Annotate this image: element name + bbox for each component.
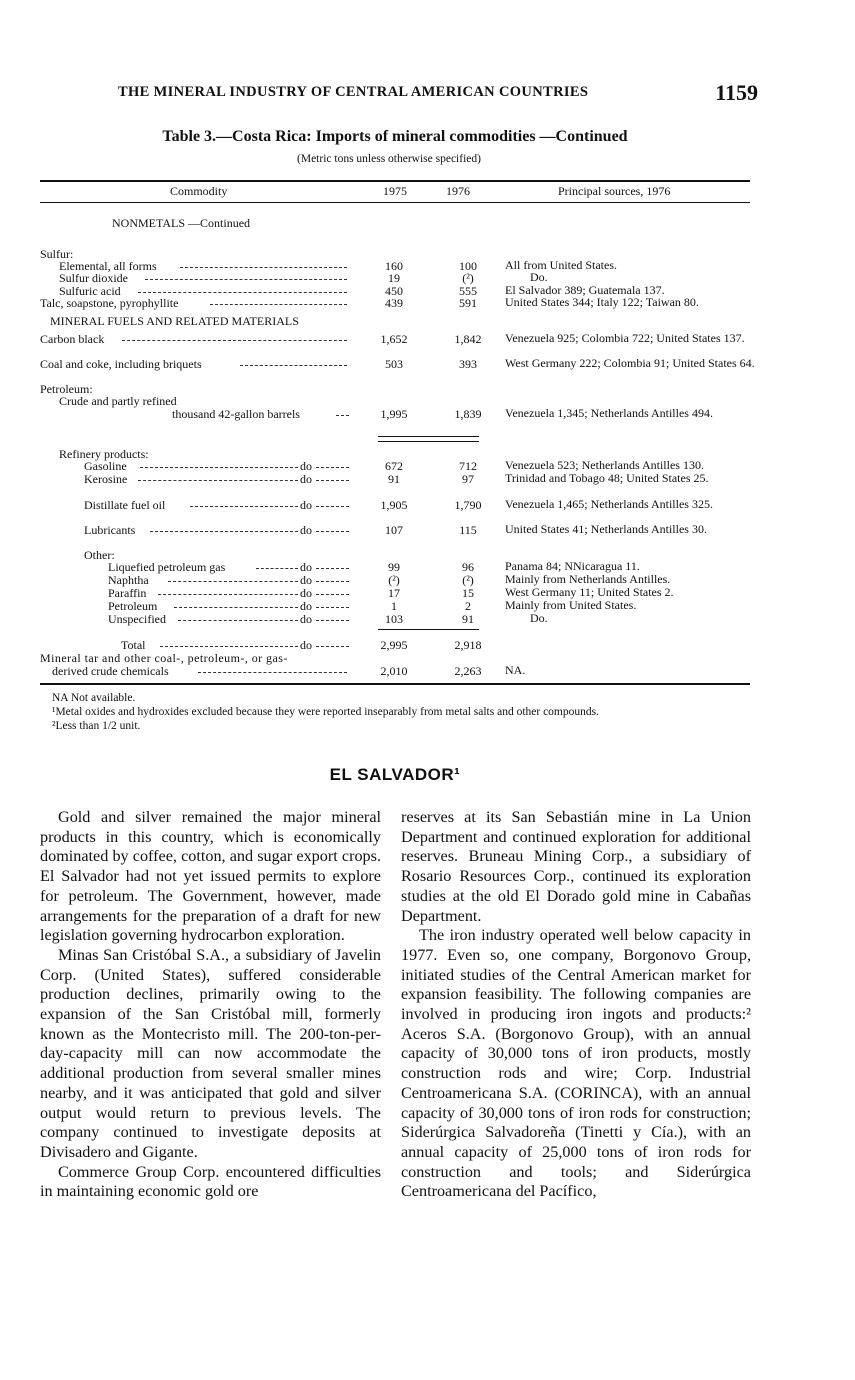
value-1975: 672 [385, 459, 403, 473]
row-label: NONMETALS —Continued [112, 216, 251, 230]
value-1976: 1,842 [454, 332, 482, 346]
value-1975: 99 [388, 560, 400, 574]
row-label: Distillate fuel oil [84, 498, 166, 512]
table-row [0, 217, 855, 231]
value-1975: 1 [391, 599, 397, 613]
value-1976: 2 [465, 599, 471, 613]
row-label: Other: [84, 548, 115, 562]
value-1975: 1,652 [380, 332, 408, 346]
leader-dots [140, 467, 298, 468]
leader-dots [190, 506, 298, 507]
value-1976: 2,263 [454, 664, 482, 678]
source-cell: Venezuela 925; Colombia 722; United States 137. [505, 331, 745, 345]
row-label: Carbon black [40, 332, 105, 346]
source-cell: Panama 84; NNicaragua 11. [505, 559, 640, 573]
value-1976: 97 [462, 472, 474, 486]
value-1975: 17 [388, 586, 400, 600]
table-row [0, 358, 855, 372]
row-label: Mineral tar and other coal-, petroleum-, or gas- [40, 651, 288, 665]
double-rule [378, 436, 479, 442]
unit-ditto: do [300, 523, 312, 537]
unit-ditto: do [300, 472, 312, 486]
column-header-1975: 1975 [383, 184, 407, 198]
leader-dots [145, 279, 347, 280]
leader-dots [316, 531, 349, 532]
value-1976: 15 [462, 586, 474, 600]
column-header-commodity: Commodity [170, 184, 228, 198]
leader-dots [174, 607, 298, 608]
row-label: Liquefied petroleum gas [108, 560, 226, 574]
paragraph: reserves at its San Sebastián mine in La Union Department and continued exploration for additional reserves. Bruneau Mining Corp., a subsidiary of Rosario Resources Corp., continued its exploration studies at the old El Dorado gold mine in Cabañas Department. [401, 808, 751, 925]
row-label: Unspecified [108, 612, 166, 626]
value-1975: 107 [385, 523, 403, 537]
leader-dots [336, 415, 349, 416]
value-1975: 2,010 [380, 664, 408, 678]
paragraph: Minas San Cristóbal S.A., a subsidiary of Javelin Corp. (United States), suffered considerable production declines, primarily owing to the expansion of the San Cristóbal mill, formerly known as the Montecristo mill. The 200-ton-per-day-capacity mill can now accommodate the additional production from several smaller mines nearby, and it was anticipated that gold and silver output would return to previous levels. The company continued to investigate deposits at Divisadero and Gigante. [40, 945, 381, 1161]
table-row [0, 473, 855, 487]
unit-ditto: do [300, 560, 312, 574]
value-1975: 1,905 [380, 498, 408, 512]
leader-dots [316, 467, 349, 468]
table-row [0, 395, 855, 409]
value-1976: 393 [459, 357, 477, 371]
source-cell: Mainly from Netherlands Antilles. [505, 572, 671, 586]
leader-dots [316, 480, 349, 481]
row-label: Naphtha [108, 573, 149, 587]
row-label: Petroleum: [40, 382, 93, 396]
source-cell: Trinidad and Tobago 48; United States 25. [505, 471, 709, 485]
table-row [0, 460, 855, 474]
unit-ditto: do [300, 573, 312, 587]
footnote-na: NA Not available. [52, 692, 136, 704]
leader-dots [180, 267, 347, 268]
table-subtitle: (Metric tons unless otherwise specified) [297, 153, 481, 165]
leader-dots [316, 607, 349, 608]
row-label: Talc, soapstone, pyrophyllite [40, 296, 179, 310]
value-1976: (²) [462, 271, 474, 285]
sum-rule [378, 629, 479, 630]
source-cell: United States 344; Italy 122; Taiwan 80. [505, 295, 699, 309]
table-row [0, 297, 855, 311]
page-number: 1159 [715, 80, 758, 105]
value-1976: 591 [459, 296, 477, 310]
row-label: thousand 42-gallon barrels [172, 407, 300, 421]
footnote-2: ²Less than 1/2 unit. [52, 720, 141, 732]
paragraph: Gold and silver remained the major mineral products in this country, which is economically dominated by coffee, cotton, and sugar export crops. El Salvador had not yet issued permits to explore for petroleum. The Government, however, made arrangements for the preparation of a draft for new legislation governing hydrocarbon exploration. [40, 808, 381, 945]
leader-dots [150, 531, 298, 532]
row-label: Crude and partly refined [59, 394, 177, 408]
table-row [0, 272, 855, 286]
value-1975: 91 [388, 472, 400, 486]
leader-dots [158, 594, 298, 595]
running-title: THE MINERAL INDUSTRY OF CENTRAL AMERICAN COUNTRIES [118, 84, 589, 100]
value-1975: 450 [385, 284, 403, 298]
paragraph: Commerce Group Corp. encountered difficulties in maintaining economic gold ore [40, 1162, 381, 1201]
value-1976: 115 [459, 523, 477, 537]
source-cell: United States 41; Netherlands Antilles 30. [505, 522, 707, 536]
table-row [0, 315, 855, 329]
value-1975: 160 [385, 259, 403, 273]
row-label: Elemental, all forms [59, 259, 157, 273]
table-bottom-rule [40, 683, 750, 685]
source-cell: Venezuela 1,465; Netherlands Antilles 325. [505, 497, 713, 511]
row-label: Gasoline [84, 459, 127, 473]
leader-dots [168, 581, 298, 582]
row-label: Coal and coke, including briquets [40, 357, 202, 371]
table-header-rule [40, 202, 750, 203]
value-1976: 555 [459, 284, 477, 298]
leader-dots [256, 568, 298, 569]
table-row [0, 499, 855, 513]
leader-dots [178, 620, 298, 621]
leader-dots [122, 340, 347, 341]
source-cell: Do. [530, 611, 548, 625]
table-row [0, 613, 855, 627]
value-1976: 96 [462, 560, 474, 574]
row-label: Total [121, 638, 146, 652]
table-row [0, 333, 855, 347]
source-cell: West Germany 11; United States 2. [505, 585, 674, 599]
source-cell: Do. [530, 270, 548, 284]
footnote-1: ¹Metal oxides and hydroxides excluded because they were reported inseparably from metal salts and other compounds. [52, 706, 599, 718]
row-label: derived crude chemicals [52, 664, 169, 678]
value-1975: 103 [385, 612, 403, 626]
leader-dots [198, 672, 347, 673]
row-label: Petroleum [108, 599, 158, 613]
value-1975: (²) [388, 573, 400, 587]
leader-dots [316, 594, 349, 595]
source-cell: Venezuela 1,345; Netherlands Antilles 494. [505, 406, 713, 420]
leader-dots [160, 646, 298, 647]
leader-dots [316, 506, 349, 507]
unit-ditto: do [300, 612, 312, 626]
left-column [40, 808, 381, 1202]
value-1976: 91 [462, 612, 474, 626]
source-cell: All from United States. [505, 258, 617, 272]
running-head [118, 80, 758, 106]
source-cell: Mainly from United States. [505, 598, 637, 612]
value-1976: 100 [459, 259, 477, 273]
leader-dots [316, 646, 349, 647]
leader-dots [316, 568, 349, 569]
row-label: MINERAL FUELS AND RELATED MATERIALS [50, 314, 299, 328]
leader-dots [316, 581, 349, 582]
source-cell: El Salvador 389; Guatemala 137. [505, 283, 665, 297]
value-1976: (²) [462, 573, 474, 587]
value-1975: 439 [385, 296, 403, 310]
unit-ditto: do [300, 599, 312, 613]
table-row [0, 408, 855, 422]
table-top-rule [40, 180, 750, 182]
value-1976: 2,918 [454, 638, 482, 652]
section-heading: EL SALVADOR¹ [329, 765, 461, 784]
row-label: Refinery products: [59, 447, 149, 461]
leader-dots [210, 304, 347, 305]
value-1976: 1,790 [454, 498, 482, 512]
value-1975: 2,995 [380, 638, 408, 652]
row-label: Paraffin [108, 586, 147, 600]
unit-ditto: do [300, 459, 312, 473]
leader-dots [316, 620, 349, 621]
table-row [0, 665, 855, 679]
value-1976: 1,839 [454, 407, 482, 421]
right-column [401, 808, 751, 1202]
value-1975: 503 [385, 357, 403, 371]
row-label: Sulfur dioxide [59, 271, 128, 285]
source-cell: NA. [505, 663, 526, 677]
source-cell: West Germany 222; Colombia 91; United States 64. [505, 356, 755, 370]
table-title: Table 3.—Costa Rica: Imports of mineral commodities —Continued [162, 128, 628, 145]
row-label: Kerosine [84, 472, 128, 486]
value-1975: 19 [388, 271, 400, 285]
leader-dots [138, 480, 298, 481]
value-1975: 1,995 [380, 407, 408, 421]
column-header-1976: 1976 [446, 184, 470, 198]
unit-ditto: do [300, 498, 312, 512]
table-row [0, 524, 855, 538]
paragraph: The iron industry operated well below capacity in 1977. Even so, one company, Borgonovo Group, initiated studies of the Central American market for expansion feasibility. The following companies are involved in producing iron ingots and products:² Aceros S.A. (Borgonovo Group), with an annual capacity of 30,000 tons of iron products, mostly construction rods and wire; Corp. Industrial Centroamericana S.A. (CORINCA), with an annual capacity of 30,000 tons of iron rods for construction; Siderúrgica Salvadoreña (Tinetti y Cía.), with an annual capacity of 25,000 tons of iron rods for construction and tools; and Siderúrgica Centroamericana del Pacífico, [401, 926, 751, 1201]
unit-ditto: do [300, 586, 312, 600]
source-cell: Venezuela 523; Netherlands Antilles 130. [505, 458, 704, 472]
leader-dots [240, 365, 347, 366]
leader-dots [138, 292, 347, 293]
unit-ditto: do [300, 638, 312, 652]
row-label: Sulfuric acid [59, 284, 121, 298]
row-label: Sulfur: [40, 247, 74, 261]
column-header-sources: Principal sources, 1976 [558, 184, 671, 198]
row-label: Lubricants [84, 523, 136, 537]
value-1976: 712 [459, 459, 477, 473]
